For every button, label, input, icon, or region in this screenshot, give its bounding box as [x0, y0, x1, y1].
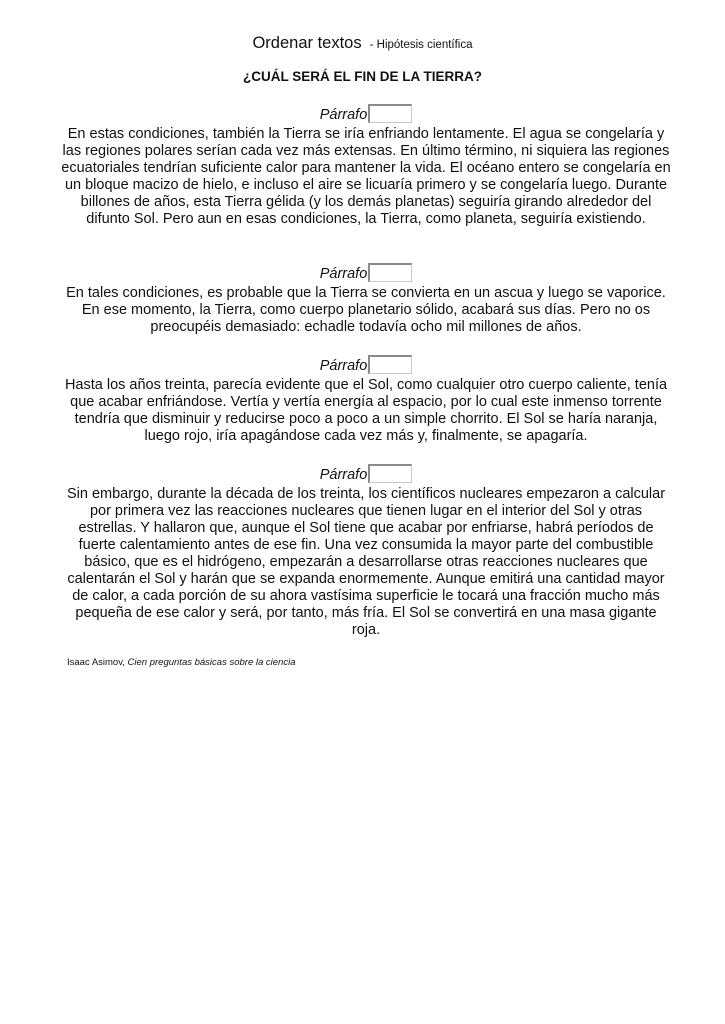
paragraph-order-input-2[interactable]	[368, 263, 412, 282]
paragraph-block-1	[60, 104, 672, 228]
question-heading: ¿CUÁL SERÁ EL FIN DE LA TIERRA?	[242, 69, 482, 84]
paragraph-block-3	[60, 355, 672, 445]
paragraph-label: Párrafo	[319, 266, 368, 282]
paragraph-label: Párrafo	[319, 107, 368, 123]
paragraph-block-4	[60, 464, 672, 639]
paragraph-text: En tales condiciones, es probable que la Tierra se convierta en un ascua y luego se vaporice. En ese momento, la Tierra, como cuerpo planetario sólido, acabará sus días. Pero no os preocupéis demasiado: echadle todavía ocho mil millones de años.	[66, 285, 666, 335]
paragraph-text: Hasta los años treinta, parecía evidente que el Sol, como cualquier otro cuerpo caliente, tenía que acabar enfriándose. Vertía y vertía energía al espacio, por lo cual este inmenso torrente tendría que disminuir y reducirse poco a poco a un simple chorrito. El Sol se haría naranja, luego rojo, iría apagándose cada vez más y, finalmente, se apagaría.	[64, 377, 668, 444]
paragraph-text: En estas condiciones, también la Tierra se iría enfriando lentamente. El agua se congelaría y las regiones polares serían cada vez más extensas. En último término, ni siquiera las regiones ecuatoriales tendrían suficiente calor para mantener la vida. El océano entero se congelaría en un bloque macizo de hielo, e incluso el aire se licuaría primero y se congelaría luego. Durante billones de años, esta Tierra gélida (y los demás planetas) seguiría girando alrededor del difunto Sol. Pero aun en esas condiciones, la Tierra, como planeta, seguiría existiendo.	[61, 126, 671, 227]
citation-book: Cien preguntas básicas sobre la ciencia	[127, 657, 296, 668]
paragraph-label-row	[60, 355, 672, 377]
paragraph-label: Párrafo	[319, 467, 368, 483]
page-header	[0, 34, 725, 53]
page-subtitle: - Hipótesis científica	[369, 39, 473, 51]
paragraph-label-row	[60, 104, 672, 126]
paragraph-text: Sin embargo, durante la década de los treinta, los científicos nucleares empezaron a calcular por primera vez las reacciones nucleares que tienen lugar en el interior del Sol y otras estrellas. Y hallaron que, aunque el Sol tiene que acabar por enfriarse, habrá períodos de fuerte calentamiento antes de ese fin. Una vez consumida la mayor parte del combustible básico, que es el hidrógeno, empezarán a desarrollarse otras reacciones nucleares que calentarán el Sol y harán que se expanda enormemente. Aunque emitirá una cantidad mayor de calor, a cada porción de su ahora vastísima superficie le tocará una fracción mucho más pequeña de ese calor y será, por tanto, más fría. El Sol se convertirá en una masa gigante roja.	[66, 486, 666, 638]
paragraph-label-row	[60, 263, 672, 285]
paragraph-label: Párrafo	[319, 358, 368, 374]
paragraph-order-input-4[interactable]	[368, 464, 412, 483]
page-title: Ordenar textos	[252, 34, 362, 52]
paragraph-order-input-3[interactable]	[368, 355, 412, 374]
paragraph-order-input-1[interactable]	[368, 104, 412, 123]
paragraph-block-2	[60, 263, 672, 336]
citation	[67, 657, 295, 668]
paragraph-label-row	[60, 464, 672, 486]
citation-author: Isaac Asimov,	[67, 657, 125, 668]
